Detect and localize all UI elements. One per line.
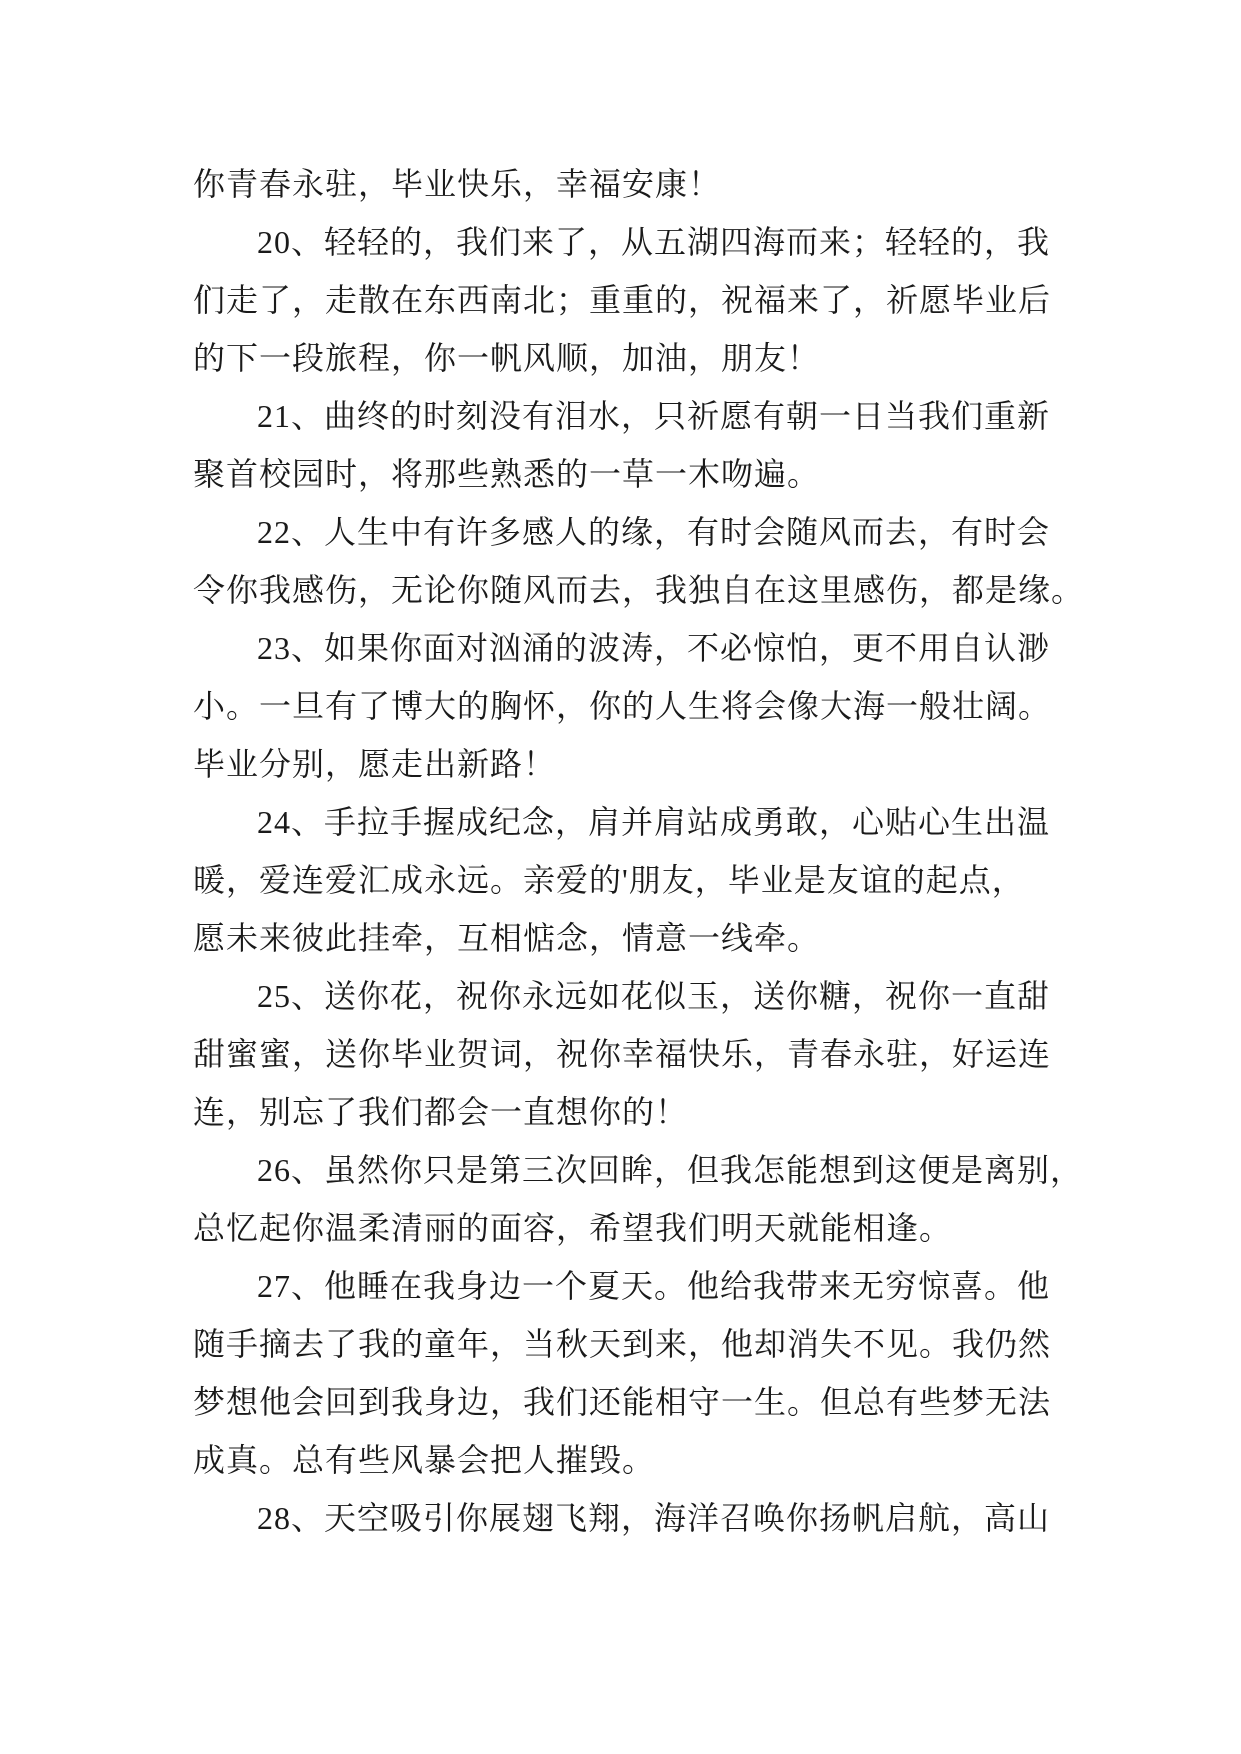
- document-body: [193, 155, 1185, 1547]
- numbered-paragraph: [193, 619, 1185, 793]
- text-line: 小。一旦有了博大的胸怀，你的人生将会像大海一般壮阔。: [193, 688, 1052, 724]
- text-line: 26、虽然你只是第三次回眸，但我怎能想到这便是离别，: [257, 1152, 1084, 1188]
- text-line: 成真。总有些风暴会把人摧毁。: [193, 1442, 656, 1478]
- numbered-paragraph: [193, 1141, 1185, 1257]
- numbered-paragraph: [193, 1257, 1185, 1489]
- text-line: 24、手拉手握成纪念，肩并肩站成勇敢，心贴心生出温: [257, 804, 1051, 840]
- numbered-paragraph: [193, 387, 1185, 503]
- text-line: 令你我感伤，无论你随风而去，我独自在这里感伤，都是缘。: [193, 572, 1085, 608]
- text-line: 毕业分别，愿走出新路！: [193, 746, 557, 782]
- text-line: 连，别忘了我们都会一直想你的！: [193, 1094, 689, 1130]
- text-line: 甜蜜蜜，送你毕业贺词，祝你幸福快乐，青春永驻，好运连: [193, 1036, 1052, 1072]
- text-line: 25、送你花，祝你永远如花似玉，送你糖，祝你一直甜: [257, 978, 1051, 1014]
- continuation-paragraph: [193, 155, 1185, 213]
- text-line: 总忆起你温柔清丽的面容，希望我们明天就能相逢。: [193, 1210, 953, 1246]
- numbered-paragraph: [193, 967, 1185, 1141]
- text-line: 21、曲终的时刻没有泪水，只祈愿有朝一日当我们重新: [257, 398, 1051, 434]
- text-line: 23、如果你面对汹涌的波涛，不必惊怕，更不用自认渺: [257, 630, 1051, 666]
- text-line: 的下一段旅程，你一帆风顺，加油，朋友！: [193, 340, 821, 376]
- text-line: 们走了，走散在东西南北；重重的，祝福来了，祈愿毕业后: [193, 282, 1052, 318]
- text-line: 愿未来彼此挂牵，互相惦念，情意一线牵。: [193, 920, 821, 956]
- numbered-paragraph: [193, 503, 1185, 619]
- numbered-paragraph: [193, 213, 1185, 387]
- text-line: 27、他睡在我身边一个夏天。他给我带来无穷惊喜。他: [257, 1268, 1051, 1304]
- text-line: 28、天空吸引你展翅飞翔，海洋召唤你扬帆启航，高山: [257, 1500, 1051, 1536]
- text-line: 随手摘去了我的童年，当秋天到来，他却消失不见。我仍然: [193, 1326, 1052, 1362]
- text-line: 梦想他会回到我身边，我们还能相守一生。但总有些梦无法: [193, 1384, 1052, 1420]
- text-line: 20、轻轻的，我们来了，从五湖四海而来；轻轻的，我: [257, 224, 1051, 260]
- text-line: 聚首校园时，将那些熟悉的一草一木吻遍。: [193, 456, 821, 492]
- numbered-paragraph: [193, 1489, 1185, 1547]
- numbered-paragraph: [193, 793, 1185, 967]
- text-line: 暖，爱连爱汇成永远。亲爱的'朋友，毕业是友谊的起点，: [193, 862, 1025, 898]
- text-line: 你青春永驻，毕业快乐，幸福安康！: [193, 166, 722, 202]
- text-line: 22、人生中有许多感人的缘，有时会随风而去，有时会: [257, 514, 1051, 550]
